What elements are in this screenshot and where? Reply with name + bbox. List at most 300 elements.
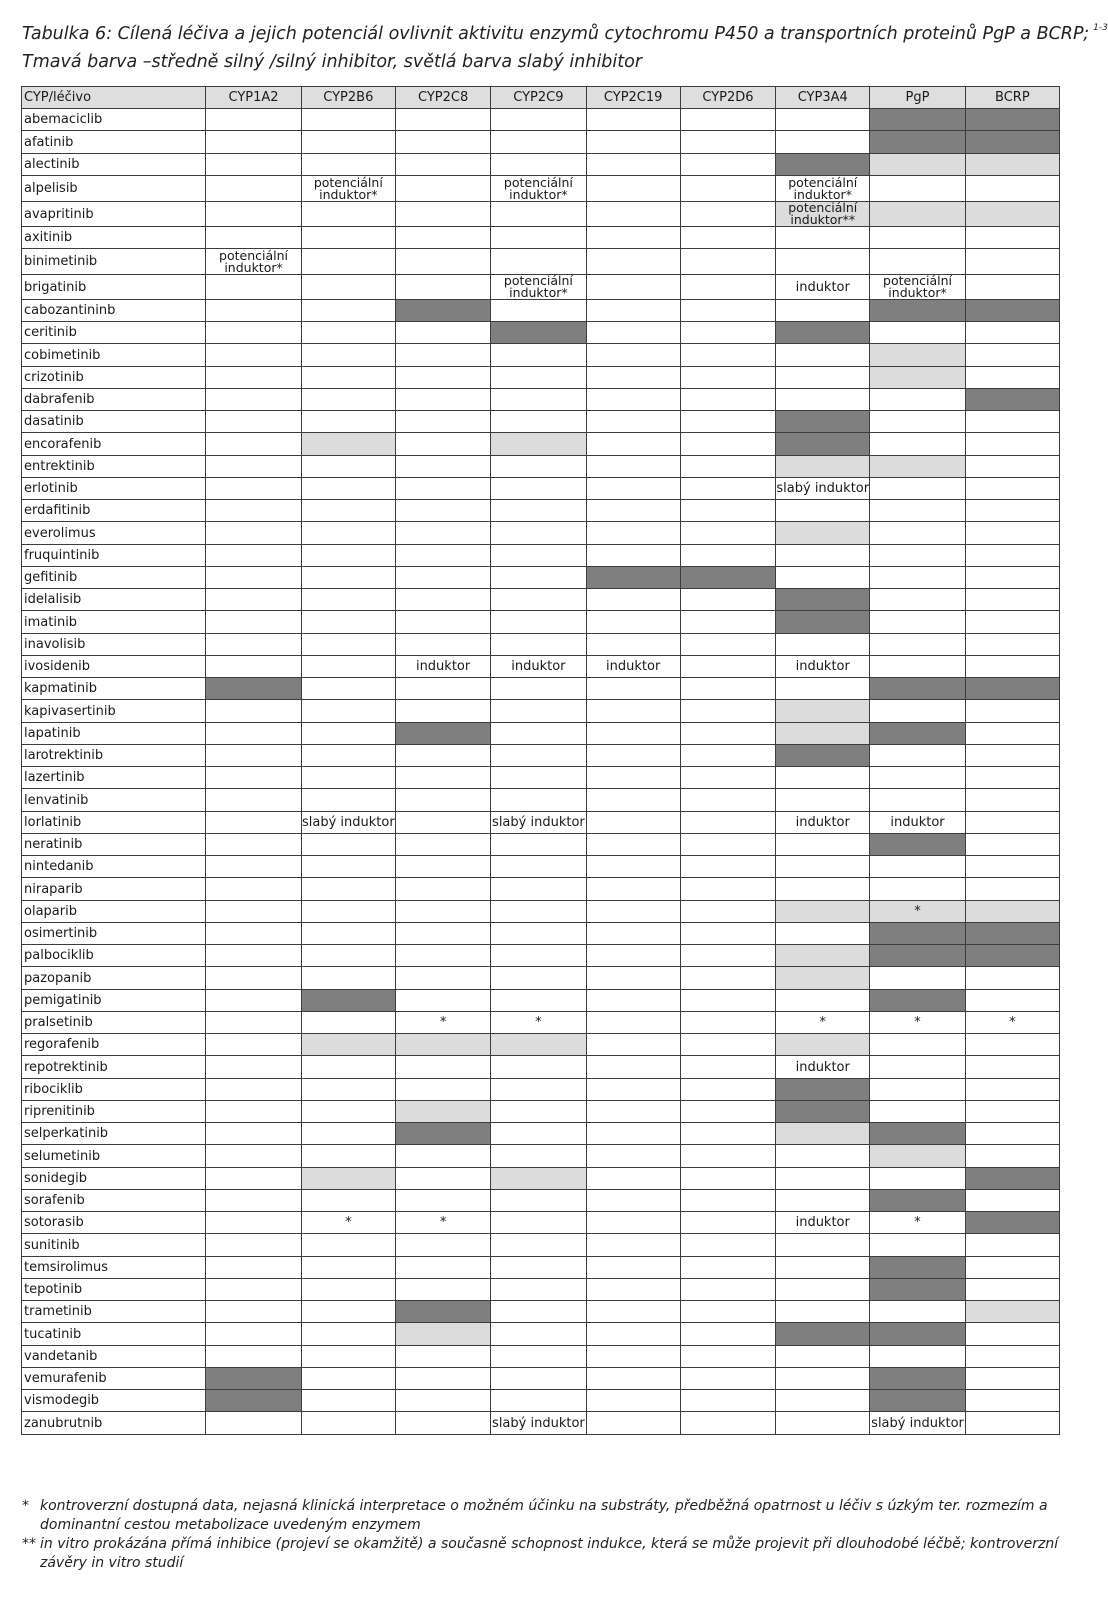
interaction-cell — [965, 767, 1059, 789]
table-row — [22, 1301, 1060, 1323]
interaction-cell — [301, 856, 395, 878]
drug-name-cell: entrektinib — [22, 456, 206, 478]
interaction-cell — [586, 1190, 680, 1212]
interaction-cell — [680, 500, 775, 522]
interaction-cell: slabý induktor — [301, 812, 395, 834]
interaction-cell — [870, 109, 965, 131]
interaction-cell: induktor — [776, 1212, 870, 1234]
drug-name-cell: cabozantininb — [22, 300, 206, 322]
drug-name-cell: brigatinib — [22, 275, 206, 300]
interaction-cell — [776, 567, 870, 589]
interaction-cell — [206, 109, 301, 131]
interaction-cell — [965, 611, 1059, 634]
interaction-cell — [965, 567, 1059, 589]
interaction-cell — [206, 478, 301, 500]
interaction-cell — [680, 456, 775, 478]
interaction-cell — [206, 1301, 301, 1323]
interaction-cell — [680, 1190, 775, 1212]
interaction-cell — [206, 700, 301, 723]
interaction-cell — [491, 634, 586, 656]
interaction-cell — [586, 1234, 680, 1257]
interaction-cell — [395, 227, 490, 249]
interaction-cell: * — [870, 901, 965, 923]
table-row — [22, 1257, 1060, 1279]
interaction-cell — [206, 901, 301, 923]
interaction-cell — [491, 878, 586, 901]
interaction-cell — [301, 478, 395, 500]
interaction-cell — [586, 456, 680, 478]
drug-name-cell: riprenitinib — [22, 1101, 206, 1123]
interaction-cell — [870, 856, 965, 878]
interaction-cell — [586, 478, 680, 500]
interaction-cell — [586, 176, 680, 202]
interaction-cell — [395, 456, 490, 478]
interaction-cell — [301, 1301, 395, 1323]
interaction-cell — [395, 202, 490, 227]
interaction-cell — [206, 945, 301, 967]
table-row — [22, 1145, 1060, 1168]
column-header: CYP2D6 — [680, 87, 775, 109]
interaction-cell — [776, 1368, 870, 1390]
interaction-cell — [586, 767, 680, 789]
table-row — [22, 723, 1060, 745]
interaction-cell — [870, 433, 965, 456]
table-row — [22, 990, 1060, 1012]
interaction-cell — [395, 1123, 490, 1145]
interaction-cell — [301, 589, 395, 611]
interaction-cell — [680, 745, 775, 767]
interaction-cell — [395, 176, 490, 202]
drug-name-cell: neratinib — [22, 834, 206, 856]
column-header: CYP2B6 — [301, 87, 395, 109]
interaction-cell — [491, 131, 586, 154]
interaction-cell — [586, 1056, 680, 1079]
interaction-cell — [776, 176, 870, 202]
interaction-cell — [776, 131, 870, 154]
interaction-cell — [776, 154, 870, 176]
interaction-cell — [965, 1101, 1059, 1123]
interaction-cell — [491, 522, 586, 545]
table-row — [22, 1168, 1060, 1190]
interaction-cell — [776, 634, 870, 656]
interaction-cell — [206, 1212, 301, 1234]
interaction-cell: slabý induktor — [491, 812, 586, 834]
table-row — [22, 589, 1060, 611]
interaction-cell — [586, 856, 680, 878]
interaction-cell — [491, 567, 586, 589]
interaction-cell — [776, 411, 870, 433]
interaction-cell — [965, 1123, 1059, 1145]
interaction-cell — [395, 723, 490, 745]
interaction-cell — [680, 1234, 775, 1257]
interaction-cell — [395, 700, 490, 723]
interaction-cell — [301, 834, 395, 856]
interaction-cell — [965, 478, 1059, 500]
interaction-cell — [965, 367, 1059, 389]
interaction-cell — [870, 967, 965, 990]
interaction-cell — [586, 1257, 680, 1279]
table-row — [22, 656, 1060, 678]
interaction-cell — [965, 834, 1059, 856]
table-row — [22, 789, 1060, 812]
interaction-cell — [491, 1279, 586, 1301]
interaction-cell — [586, 1012, 680, 1034]
interaction-cell — [206, 745, 301, 767]
interaction-cell — [301, 344, 395, 367]
interaction-cell — [680, 1279, 775, 1301]
interaction-cell — [206, 1012, 301, 1034]
interaction-cell — [586, 1279, 680, 1301]
interaction-cell — [395, 856, 490, 878]
interaction-cell — [301, 1390, 395, 1412]
interaction-cell: slabý induktor — [776, 478, 870, 500]
interaction-cell — [206, 456, 301, 478]
interaction-cell — [586, 389, 680, 411]
interaction-cell — [680, 275, 775, 300]
table-row — [22, 389, 1060, 411]
interaction-cell — [301, 1323, 395, 1346]
interaction-cell — [206, 344, 301, 367]
table-row — [22, 411, 1060, 433]
interaction-cell: * — [870, 1012, 965, 1034]
interaction-cell — [395, 945, 490, 967]
interaction-cell — [395, 522, 490, 545]
interaction-cell — [776, 1301, 870, 1323]
interaction-cell — [776, 878, 870, 901]
cell-text-line: potenciální — [788, 200, 858, 215]
interaction-cell — [776, 700, 870, 723]
table-row — [22, 275, 1060, 300]
interaction-cell — [301, 878, 395, 901]
interaction-cell — [206, 990, 301, 1012]
interaction-cell — [206, 634, 301, 656]
interaction-cell — [965, 856, 1059, 878]
interaction-cell — [965, 745, 1059, 767]
drug-name-cell: lenvatinib — [22, 789, 206, 812]
interaction-cell — [206, 131, 301, 154]
interaction-cell — [965, 322, 1059, 344]
interaction-cell — [395, 1368, 490, 1390]
interaction-cell — [395, 1145, 490, 1168]
interaction-cell — [965, 812, 1059, 834]
interaction-cell — [776, 500, 870, 522]
interaction-cell — [395, 611, 490, 634]
interaction-cell — [680, 967, 775, 990]
interaction-cell — [776, 545, 870, 567]
interaction-cell — [206, 249, 301, 275]
interaction-cell: induktor — [395, 656, 490, 678]
interaction-cell: induktor — [491, 656, 586, 678]
interaction-cell — [301, 1368, 395, 1390]
interaction-cell — [301, 1079, 395, 1101]
interaction-cell — [301, 131, 395, 154]
interaction-cell — [870, 589, 965, 611]
interaction-cell — [395, 1412, 490, 1435]
interaction-cell — [586, 567, 680, 589]
table-row — [22, 878, 1060, 901]
interaction-cell — [206, 411, 301, 433]
drug-name-cell: ribociklib — [22, 1079, 206, 1101]
table-row — [22, 1346, 1060, 1368]
interaction-cell — [491, 227, 586, 249]
interaction-cell — [965, 109, 1059, 131]
interaction-cell — [965, 901, 1059, 923]
interaction-cell — [206, 389, 301, 411]
table-caption — [22, 20, 1108, 76]
interaction-cell — [206, 1412, 301, 1435]
interaction-cell — [206, 367, 301, 389]
interaction-cell — [680, 1368, 775, 1390]
cell-text-line: potenciální — [788, 174, 858, 190]
interaction-cell — [776, 856, 870, 878]
interaction-cell — [776, 678, 870, 700]
drug-name-cell: vismodegib — [22, 1390, 206, 1412]
interaction-cell — [870, 878, 965, 901]
interaction-cell — [395, 1279, 490, 1301]
drug-name-cell: olaparib — [22, 901, 206, 923]
table-row — [22, 154, 1060, 176]
interaction-cell: induktor — [776, 812, 870, 834]
interaction-cell — [206, 433, 301, 456]
interaction-cell — [491, 176, 586, 202]
table-row — [22, 433, 1060, 456]
drug-name-cell: repotrektinib — [22, 1056, 206, 1079]
interaction-cell — [586, 878, 680, 901]
interaction-cell — [680, 1056, 775, 1079]
interaction-cell — [965, 433, 1059, 456]
drug-name-cell: pazopanib — [22, 967, 206, 990]
cell-text-line: induktor* — [509, 285, 568, 300]
drug-name-cell: lazertinib — [22, 767, 206, 789]
interaction-cell — [206, 1056, 301, 1079]
interaction-cell — [395, 678, 490, 700]
interaction-cell — [206, 300, 301, 322]
interaction-cell — [301, 227, 395, 249]
interaction-cell — [395, 367, 490, 389]
interaction-cell — [870, 1346, 965, 1368]
interaction-cell — [965, 1034, 1059, 1056]
interaction-cell — [491, 1301, 586, 1323]
drug-name-cell: ivosidenib — [22, 656, 206, 678]
interaction-cell: * — [491, 1012, 586, 1034]
interaction-cell — [680, 634, 775, 656]
interaction-cell — [586, 367, 680, 389]
interaction-cell — [586, 1368, 680, 1390]
interaction-cell — [965, 456, 1059, 478]
interaction-cell — [301, 990, 395, 1012]
interaction-cell — [680, 1257, 775, 1279]
interaction-cell — [965, 1257, 1059, 1279]
interaction-cell — [301, 1012, 395, 1034]
interaction-cell — [870, 131, 965, 154]
interaction-cell — [206, 154, 301, 176]
drug-name-cell: osimertinib — [22, 923, 206, 945]
interaction-cell — [680, 945, 775, 967]
interaction-cell — [870, 1390, 965, 1412]
interaction-cell — [680, 990, 775, 1012]
reference-superscript: 1-3 — [1093, 23, 1108, 33]
interaction-cell — [301, 1412, 395, 1435]
interaction-cell — [395, 1079, 490, 1101]
interaction-cell — [965, 656, 1059, 678]
interaction-cell — [206, 611, 301, 634]
interaction-cell — [680, 1346, 775, 1368]
column-header: CYP2C8 — [395, 87, 490, 109]
interaction-cell — [491, 1056, 586, 1079]
interaction-cell — [586, 812, 680, 834]
table-row — [22, 131, 1060, 154]
interaction-cell: * — [301, 1212, 395, 1234]
interaction-cell — [301, 1190, 395, 1212]
interaction-cell — [870, 567, 965, 589]
interaction-cell — [870, 176, 965, 202]
interaction-cell — [680, 545, 775, 567]
interaction-cell — [965, 990, 1059, 1012]
interaction-cell — [206, 275, 301, 300]
interaction-cell — [776, 789, 870, 812]
interaction-cell — [301, 1123, 395, 1145]
table-row — [22, 678, 1060, 700]
caption-line-2: Tmavá barva –středně silný /silný inhibitor, světlá barva slabý inhibitor — [22, 52, 643, 72]
interaction-cell — [586, 1346, 680, 1368]
table-row — [22, 500, 1060, 522]
table-row — [22, 1368, 1060, 1390]
drug-name-cell: sorafenib — [22, 1190, 206, 1212]
drug-name-cell: niraparib — [22, 878, 206, 901]
interaction-cell — [586, 300, 680, 322]
interaction-cell — [870, 723, 965, 745]
interaction-cell — [395, 567, 490, 589]
drug-name-cell: imatinib — [22, 611, 206, 634]
interaction-cell — [395, 990, 490, 1012]
drug-name-cell: vandetanib — [22, 1346, 206, 1368]
table-row — [22, 1101, 1060, 1123]
interaction-cell: induktor — [586, 656, 680, 678]
interaction-cell — [965, 1190, 1059, 1212]
drug-name-cell: binimetinib — [22, 249, 206, 275]
interaction-cell — [776, 1346, 870, 1368]
interaction-cell — [395, 745, 490, 767]
interaction-cell — [301, 109, 395, 131]
interaction-cell — [395, 1257, 490, 1279]
interaction-cell — [491, 1234, 586, 1257]
interaction-cell — [491, 789, 586, 812]
interaction-cell — [680, 433, 775, 456]
interaction-cell — [491, 745, 586, 767]
interaction-cell — [776, 745, 870, 767]
interaction-cell — [870, 611, 965, 634]
interaction-cell — [776, 945, 870, 967]
interaction-cell — [680, 723, 775, 745]
table-row — [22, 634, 1060, 656]
interaction-cell — [870, 990, 965, 1012]
interaction-cell — [965, 227, 1059, 249]
cell-text-line: induktor** — [790, 212, 856, 227]
interaction-cell: * — [965, 1012, 1059, 1034]
interaction-cell — [301, 767, 395, 789]
interaction-cell — [586, 634, 680, 656]
interaction-cell: * — [776, 1012, 870, 1034]
interaction-cell — [206, 723, 301, 745]
interaction-cell — [776, 1234, 870, 1257]
interaction-cell — [395, 834, 490, 856]
interaction-cell — [301, 1257, 395, 1279]
interaction-cell — [301, 249, 395, 275]
interaction-cell — [206, 176, 301, 202]
interaction-cell — [965, 154, 1059, 176]
interaction-cell — [301, 176, 395, 202]
interaction-cell — [586, 1323, 680, 1346]
drug-name-cell: alectinib — [22, 154, 206, 176]
interaction-cell — [491, 1034, 586, 1056]
table-row — [22, 1123, 1060, 1145]
interaction-cell — [586, 322, 680, 344]
drug-name-cell: sunitinib — [22, 1234, 206, 1257]
drug-name-cell: dasatinib — [22, 411, 206, 433]
table-row — [22, 1412, 1060, 1435]
interaction-cell — [680, 589, 775, 611]
interaction-cell — [586, 1145, 680, 1168]
table-row — [22, 1234, 1060, 1257]
interaction-cell — [586, 522, 680, 545]
drug-name-cell: temsirolimus — [22, 1257, 206, 1279]
interaction-cell — [395, 923, 490, 945]
table-row — [22, 1212, 1060, 1234]
interaction-cell — [586, 1123, 680, 1145]
interaction-cell — [301, 275, 395, 300]
interaction-cell — [586, 700, 680, 723]
interaction-cell — [301, 567, 395, 589]
interaction-cell — [776, 611, 870, 634]
interaction-cell — [491, 344, 586, 367]
interaction-cell — [586, 275, 680, 300]
interaction-cell — [870, 1145, 965, 1168]
interaction-cell: * — [395, 1012, 490, 1034]
interaction-cell: induktor — [776, 656, 870, 678]
drug-name-cell: selumetinib — [22, 1145, 206, 1168]
drug-name-cell: kapivasertinib — [22, 700, 206, 723]
table-row — [22, 1034, 1060, 1056]
interaction-cell — [680, 1412, 775, 1435]
interaction-cell — [206, 1190, 301, 1212]
interaction-cell — [395, 1346, 490, 1368]
interaction-cell — [680, 1079, 775, 1101]
drug-name-cell: everolimus — [22, 522, 206, 545]
interaction-cell — [776, 1123, 870, 1145]
cell-text-line: induktor* — [224, 259, 283, 275]
interaction-cell — [776, 456, 870, 478]
interaction-cell — [206, 1145, 301, 1168]
interaction-cell: induktor — [776, 1056, 870, 1079]
interaction-cell — [491, 1257, 586, 1279]
interaction-cell — [395, 344, 490, 367]
interaction-cell — [301, 300, 395, 322]
interaction-cell — [776, 344, 870, 367]
interaction-cell — [206, 1123, 301, 1145]
interaction-cell — [680, 131, 775, 154]
interaction-cell — [965, 1412, 1059, 1435]
interaction-cell: slabý induktor — [491, 1412, 586, 1435]
interaction-cell — [491, 767, 586, 789]
interaction-cell — [301, 611, 395, 634]
drug-name-cell: fruquintinib — [22, 545, 206, 567]
interaction-cell — [586, 1168, 680, 1190]
interaction-cell — [301, 678, 395, 700]
interaction-cell — [965, 1234, 1059, 1257]
interaction-cell — [965, 344, 1059, 367]
interaction-cell — [301, 656, 395, 678]
interaction-cell — [870, 545, 965, 567]
